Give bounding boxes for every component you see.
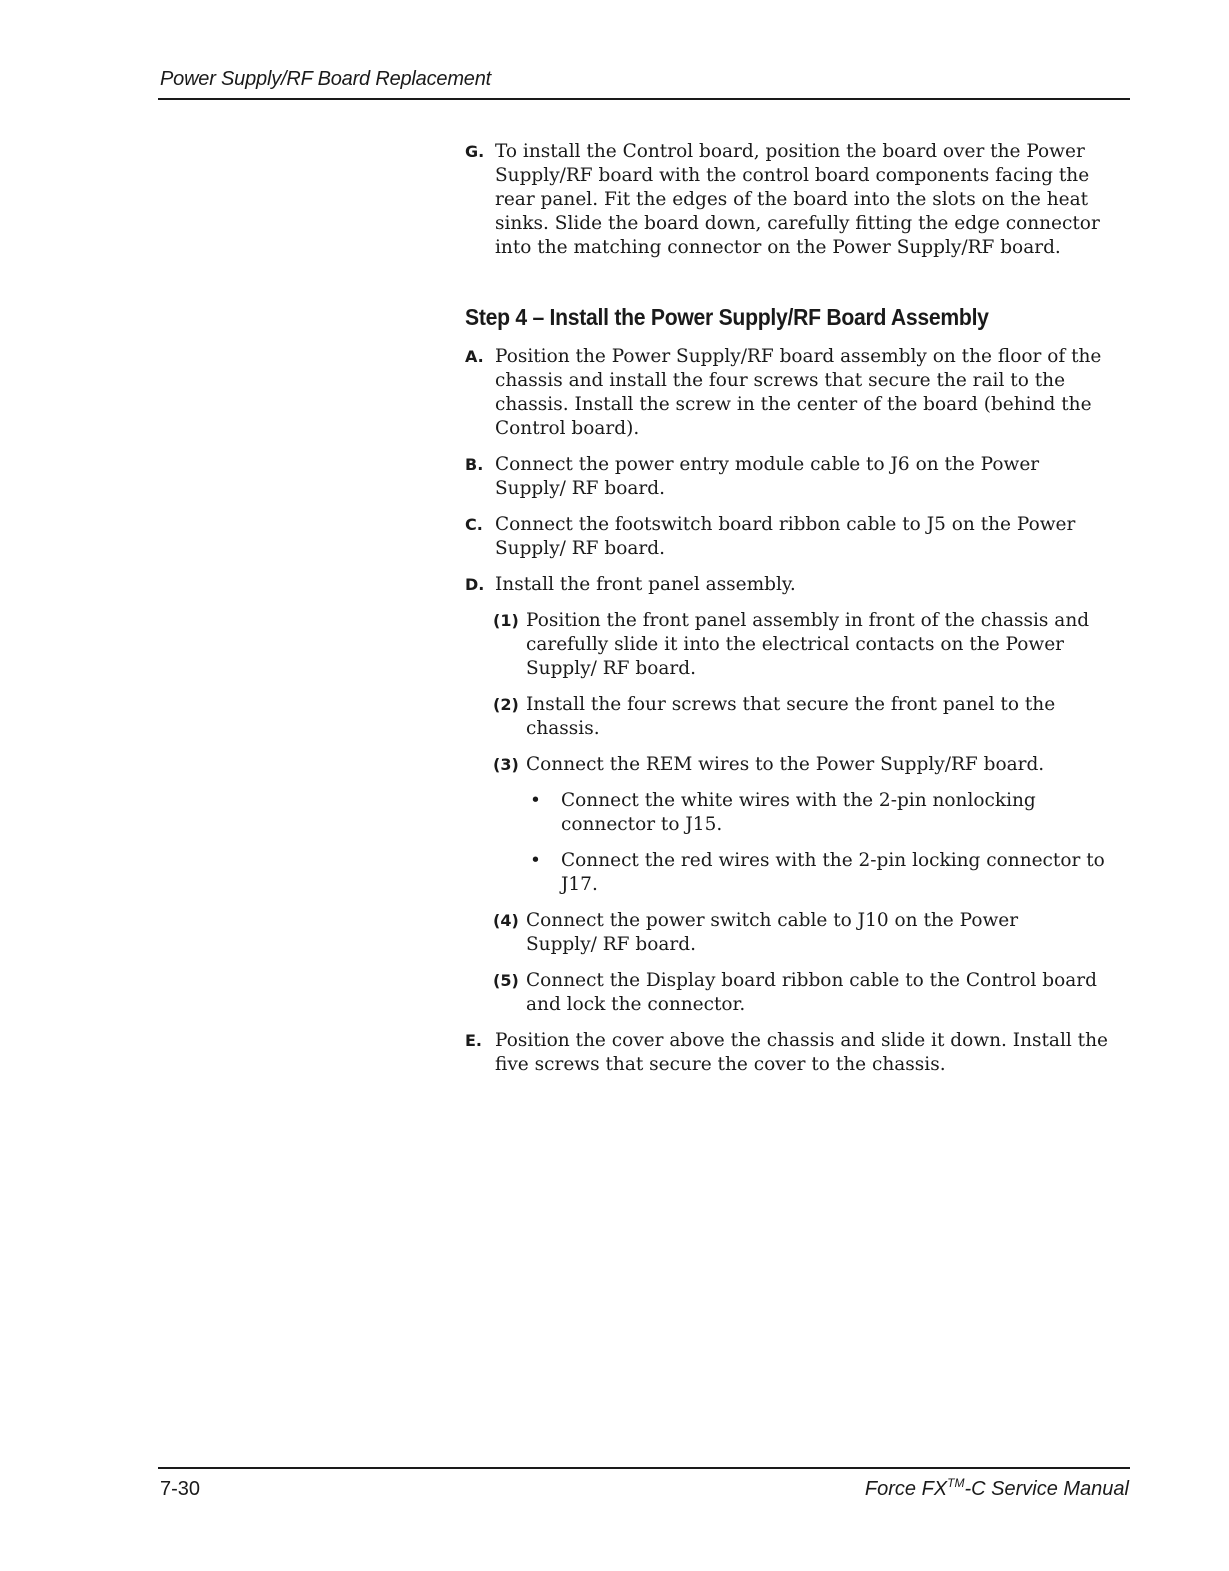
header-rule (158, 98, 1130, 100)
step-item-c (463, 513, 1133, 561)
manual-title (865, 1478, 1129, 1501)
item-text: Position the Power Supply/RF board assembly on the floor of the chassis and install the four screws that secure the rail to the chassis. Install the screw in the center of the board (behind the Control board). (495, 346, 1102, 439)
sub-item-text: Connect the power switch cable to J10 on the Power Supply/ RF board. (526, 910, 1019, 955)
sub-item-4 (493, 909, 1133, 957)
sub-item-label: (2) (493, 695, 519, 714)
sub-item-5 (493, 969, 1133, 1017)
step-item-g (463, 140, 1133, 260)
item-label: A. (465, 347, 484, 366)
sub-item-text: Position the front panel assembly in front of the chassis and carefully slide it into the electrical contacts on the Power Supply/ RF board. (526, 610, 1090, 679)
manual-title-prefix: Force FX (864, 1478, 948, 1500)
bullet-text: Connect the red wires with the 2-pin locking connector to J17. (561, 850, 1105, 895)
step-4-heading: Step 4 – Install the Power Supply/RF Board Assembly (465, 304, 989, 330)
step-item-e (463, 1029, 1133, 1077)
page-number: 7-30 (160, 1478, 201, 1500)
footer-rule (158, 1467, 1130, 1469)
item-label: E. (465, 1031, 483, 1050)
sub-item-2 (493, 693, 1133, 741)
bullet-text: Connect the white wires with the 2-pin nonlocking connector to J15. (561, 790, 1036, 835)
step-item-a (463, 345, 1133, 441)
step-item-d (463, 573, 1133, 597)
sub-item-label: (5) (493, 971, 519, 990)
item-label: D. (465, 575, 485, 594)
sub-item-3 (493, 753, 1133, 777)
item-label: G. (465, 142, 485, 161)
bullet-icon: • (530, 850, 541, 871)
item-text: Position the cover above the chassis and slide it down. Install the five screws that secure the cover to the chassis. (495, 1030, 1108, 1075)
sub-item-1 (493, 609, 1133, 681)
sub-item-label: (1) (493, 611, 519, 630)
sub-item-label: (4) (493, 911, 519, 930)
trademark-mark: TM (947, 1476, 965, 1490)
sub-item-text: Install the four screws that secure the front panel to the chassis. (526, 694, 1056, 739)
bullet-item (526, 849, 1133, 897)
item-text: Connect the power entry module cable to J6 on the Power Supply/ RF board. (495, 454, 1040, 499)
step-item-b (463, 453, 1133, 501)
running-header: Power Supply/RF Board Replacement (160, 68, 491, 90)
manual-title-suffix: -C Service Manual (964, 1478, 1129, 1500)
item-label: C. (465, 515, 483, 534)
bullet-item (526, 789, 1133, 837)
bullet-icon: • (530, 790, 541, 811)
item-text: To install the Control board, position the board over the Power Supply/RF board with the control board components facing the rear panel. Fit the edges of the board into the slots on the heat sinks. Slide the board down, carefully fitting the edge connector into the matching connector on the Power Supply/RF board. (495, 141, 1100, 258)
sub-item-label: (3) (493, 755, 519, 774)
page-body (463, 140, 1133, 1089)
sub-item-text: Connect the REM wires to the Power Supply/RF board. (526, 754, 1045, 775)
sub-item-text: Connect the Display board ribbon cable to the Control board and lock the connector. (526, 970, 1097, 1015)
item-label: B. (465, 455, 484, 474)
item-text: Connect the footswitch board ribbon cable to J5 on the Power Supply/ RF board. (495, 514, 1076, 559)
item-text: Install the front panel assembly. (495, 574, 796, 595)
